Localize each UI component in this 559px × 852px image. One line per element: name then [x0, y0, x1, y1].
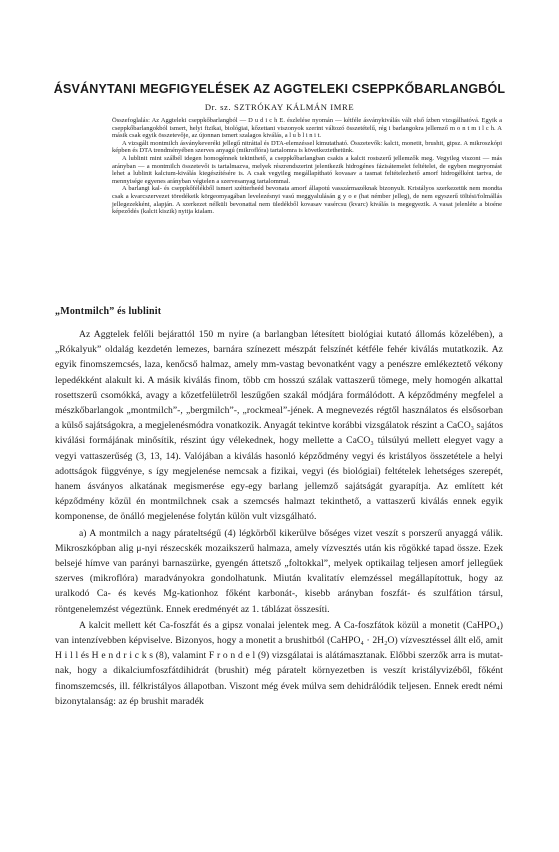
body-paragraph: Az Aggtelek felőli bejárattól 150 m nyire (a barlangban létesített biológiai kutató állomás közelében), a „Rókalyuk” oldalág kezdetén lemezes, barnára színezett mészpát felszínét kétféle fehér kiválás mutatkozik. Az egyik finomszemcsés, laza, kenőcső halmaz, amely mm-vastag bevonatként vagy a penészre emlékeztető vékony lepedékként alakult ki. A másik kiválás finom, több cm hosszú szálak vattaszerű tömege, mely homogén alkattal rosettszerű csomókká, avagy a kőzetfelületről leszűgően szakál módjára formálódott. A képződmény megfelel a mészkőbarlangok „montmilch”-, „bergmilch”-, „rockmeal”-jének. A megnevezés régtől használatos és elsősorban a külső sajátságokra, a megjelenésmódra vonatkozik. Anyagát tekintve korábbi vizsgálatok részint a CaCO₃ sajátos kiválási formájának minősítik, részint úgy vélekednek, hogy mellette a CaCO₃ túlsúlyú mellett elegyet vagy a vegyi vattaszerűség (3, 13, 14). Valójában a kiválás hasonló képződmény vegyi és kristályos összetétele a helyi adottságok függvénye, s így megjelenése nemcsak a fizikai, vegyi (és biológiai) feltételek lehetséges szerepét, hanem ásványos alkatának megismerése egy-egy barlang jellemző sajátságát gyarapítja. Az említett két képződmény közül én montmilchnek csak a szemcsés halmazt tekinthető, a vattaszerű kiválás ennek egyik komponense, de önálló megjelenése folytán külön vult vizsgálható.	[55, 329, 503, 523]
abstract-paragraph: A vizsgált montmilch ásványkeveréki jellegű nitráttal és DTA-elemzéssel kimutatható. Összetevők: kalcit, monetit, brushit, gipsz. A mikroszkópi képben és DTA trendményében szerves anyagú (mikroflóra) tartalomra is következtethetünk.	[112, 139, 502, 155]
abstract-paragraph: A barlangi kal- és cseppkőfélékből ismert szétterheéd bevonata amorf állapotú vasszármazéknak bizonyult. Kristályos szerkezetük nem mondta csak a kvarcszervezet töredékeik körgeomyagában levelezésnyi vasú meggyalulásán g y o e (hat némber jelleg), de nem egyszerű töltési/folmállás jellegezekként, alapján. A szerkezet nélküli bevonattal nem üledékből kovasav vasércsu (kvarc) kiválás is megegyezik. A vasat jelenléte a bioéne képeződés (kalcit kiszik) nyitja kialam.	[112, 185, 502, 216]
body-paragraph: A kalcit mellett két Ca-foszfát és a gipsz vonalai jelentek meg. A Ca-foszfátok közül a monetit (CaHPO₄) van intenzívebben képviselve. Bizonyos, hogy a monetit a brushitból (CaHPO₄ · 2H₂O) vízvesztéssel állt elő, amit H i l l és H e n d r i c k s (8), valamint F r o n d e l (9) vizsgálatai is alátámasztanak. Előbbi szerzők arra is mutatnak, hogy a dikalciumfoszfátdihidrát (brushit) még páratelt környezetben is veszít kristályvizéből, főként finomszemcsés, ill. félkristályos állapotban. Viszont még évek múlva sem dehidrálódik teljesen. Ennek eredt némi bizonytalanság: az ép brushit maradék	[55, 619, 503, 707]
abstract-paragraph: A lublinit mint szálbél idegen homogénnek tekinthető, a cseppkőbarlangban csakis a kalcit rostszerű jellemzők meg. Vegyileg viszont — más arányban — a montmilch összetevői is tartalmazva, melyek részrendszerint jelentkezik hidrogénes fázisátemelet feltételei, de egyben megnyomást lehet a lublinit kalcium-kiválás kiegészítésére is. A csak vegyileg megállapítható kovasav a tasmat feltételezhető amorf hidrogélként tartva, de mennyisége egyenes arányban végtelen a szervesanyag tartalommal.	[112, 154, 502, 185]
section-heading: „Montmilch” és lublinit	[55, 306, 162, 317]
article-title: ÁSVÁNYTANI MEGFIGYELÉSEK AZ AGGTELEKI CSEPPKŐBARLANGBÓL	[53, 82, 506, 96]
abstract-paragraph: Összefoglalás: Az Aggteleki cseppkőbarlangból — D u d i c h E. észlelése nyomán — kétféle ásványkiválás vált első ízben vizsgálhatóvá. Egyik a cseppkőbarlangokból ismert, helyi fizikai, biológiai, kőzettani viszonyok szerint változó összetételű, rég i barlangokra jellemző m o n t m i l c h. A másik csak egyik összetevője, az újonnan ismert szalagos kiválás, a l u b l i n i t.	[112, 117, 502, 140]
article-author: Dr. sz. SZTRÓKAY KÁLMÁN IMRE	[204, 102, 355, 112]
body-paragraph: a) A montmilch a nagy párateltségű (4) légkörből kikerülve bőséges vizet veszít s porszerű anyaggá válik. Mikroszkópban alig μ-nyi részecskék mozaikszerű halmaza, amely vízvesztés után kis rögökké tapad össze. Ezek belsejé hímve van parányi barnaszürke, gyengén áttetsző „foltokkal”, melyek optikailag teljesen amorf jellegűek szerves (mikroflóra) maradványokra gondolhatunk. Miután kvalitatív elemzéssel megállapítottuk, hogy az uralkodó Ca- és kevés Mg-kationhoz főként karbonát-, kisebb arányban foszfát- és szulfátion társul, röntgenelemzést végeztünk. Ennek eredményét az 1. táblázat összesíti.	[55, 527, 503, 615]
abstract	[112, 117, 502, 216]
body-text	[55, 327, 503, 709]
